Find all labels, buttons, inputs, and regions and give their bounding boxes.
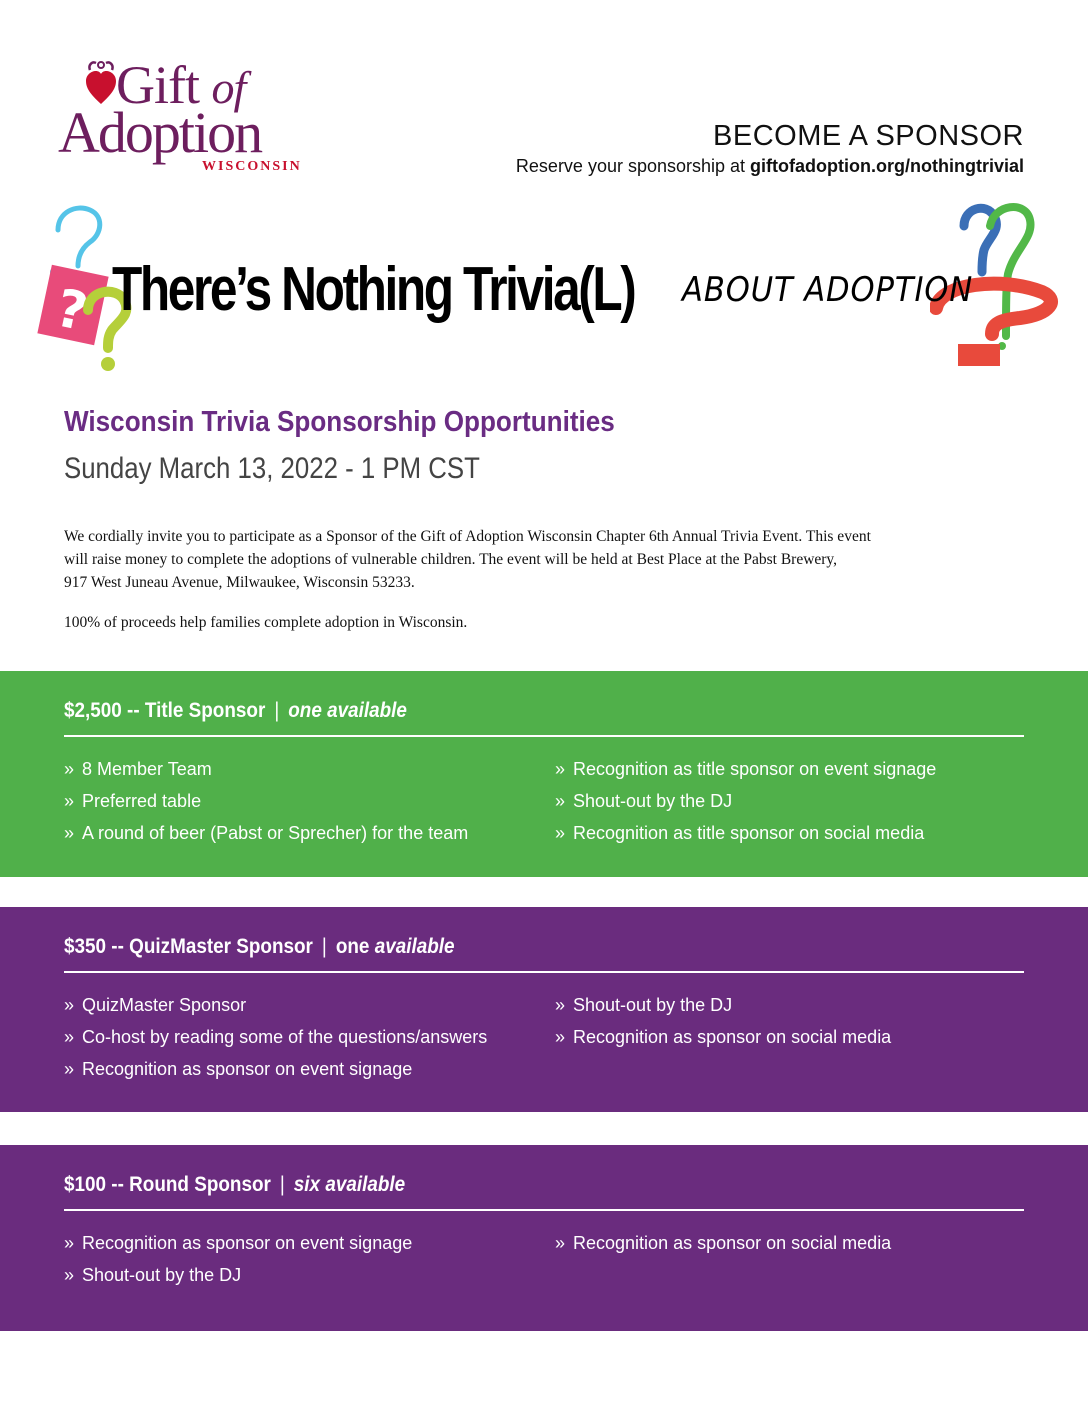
intro-line: We cordially invite you to participate as a Sponsor of the Gift of Adoption Wisconsin Chapter 6th Annual Trivia Event. This event — [64, 528, 871, 545]
round-sponsor-heading: $100 -- Round Sponsor | six available — [64, 1173, 406, 1196]
title-benefits-left — [64, 753, 468, 849]
round-benefits-left — [64, 1227, 412, 1291]
benefit-item: » Co-host by reading some of the questions/answers — [64, 1027, 488, 1047]
svg-text:?: ? — [50, 278, 93, 344]
sponsorship-url-link[interactable]: giftofadoption.org/nothingtrivial — [750, 156, 1024, 176]
intro-paragraph — [64, 525, 1004, 634]
divider — [64, 1209, 1024, 1211]
benefit-item: » Recognition as sponsor on social media — [555, 1027, 892, 1047]
benefit-item: » Recognition as title sponsor on social media — [555, 823, 925, 843]
round-benefits-right — [555, 1227, 891, 1259]
benefit-item: » Shout-out by the DJ — [555, 791, 733, 811]
become-sponsor-heading: BECOME A SPONSOR — [713, 120, 1024, 152]
event-date: Sunday March 13, 2022 - 1 PM CST — [64, 452, 480, 485]
benefit-item: » Recognition as sponsor on event signage — [64, 1233, 413, 1253]
benefit-item: » Shout-out by the DJ — [64, 1265, 242, 1285]
benefit-item: » QuizMaster Sponsor — [64, 995, 247, 1015]
logo-text-gift: Gift of — [116, 55, 246, 115]
benefit-item: » 8 Member Team — [64, 759, 212, 779]
title-sponsor-heading: $2,500 -- Title Sponsor | one available — [64, 699, 407, 722]
benefit-item: » Recognition as sponsor on social media — [555, 1233, 892, 1253]
intro-line: will raise money to complete the adoptions of vulnerable children. The event will be held at Best Place at the Pabst Brewery, — [64, 551, 838, 568]
benefit-item: » Recognition as title sponsor on event signage — [555, 759, 937, 779]
title-benefits-right — [555, 753, 936, 849]
logo-text-adoption: Adoption — [58, 100, 262, 165]
benefit-item: » Recognition as sponsor on event signage — [64, 1059, 413, 1079]
divider — [64, 735, 1024, 737]
benefit-item: » Shout-out by the DJ — [555, 995, 733, 1015]
opportunities-heading: Wisconsin Trivia Sponsorship Opportunities — [64, 406, 615, 438]
title-sponsor-section — [0, 671, 1088, 877]
logo-text-wisconsin: WISCONSIN — [202, 159, 302, 174]
quizmaster-benefits-right — [555, 989, 891, 1053]
benefit-item: » Preferred table — [64, 791, 202, 811]
round-sponsor-section — [0, 1145, 1088, 1331]
benefit-item: » A round of beer (Pabst or Sprecher) for the team — [64, 823, 469, 843]
event-title: There’s Nothing Trivia(L) — [112, 255, 635, 324]
quizmaster-benefits-left — [64, 989, 487, 1085]
gift-of-adoption-logo — [56, 56, 326, 178]
quizmaster-sponsor-section — [0, 907, 1088, 1112]
proceeds-line: 100% of proceeds help families complete adoption in Wisconsin. — [64, 614, 468, 631]
intro-line: 917 West Juneau Avenue, Milwaukee, Wisconsin 53233. — [64, 574, 415, 591]
divider — [64, 971, 1024, 973]
event-subtitle: ABOUT ADOPTION — [682, 270, 974, 310]
reserve-sponsorship-text: Reserve your sponsorship at giftofadoption.org/nothingtrivial — [515, 156, 1024, 176]
quizmaster-sponsor-heading: $350 -- QuizMaster Sponsor | one available — [64, 935, 455, 958]
